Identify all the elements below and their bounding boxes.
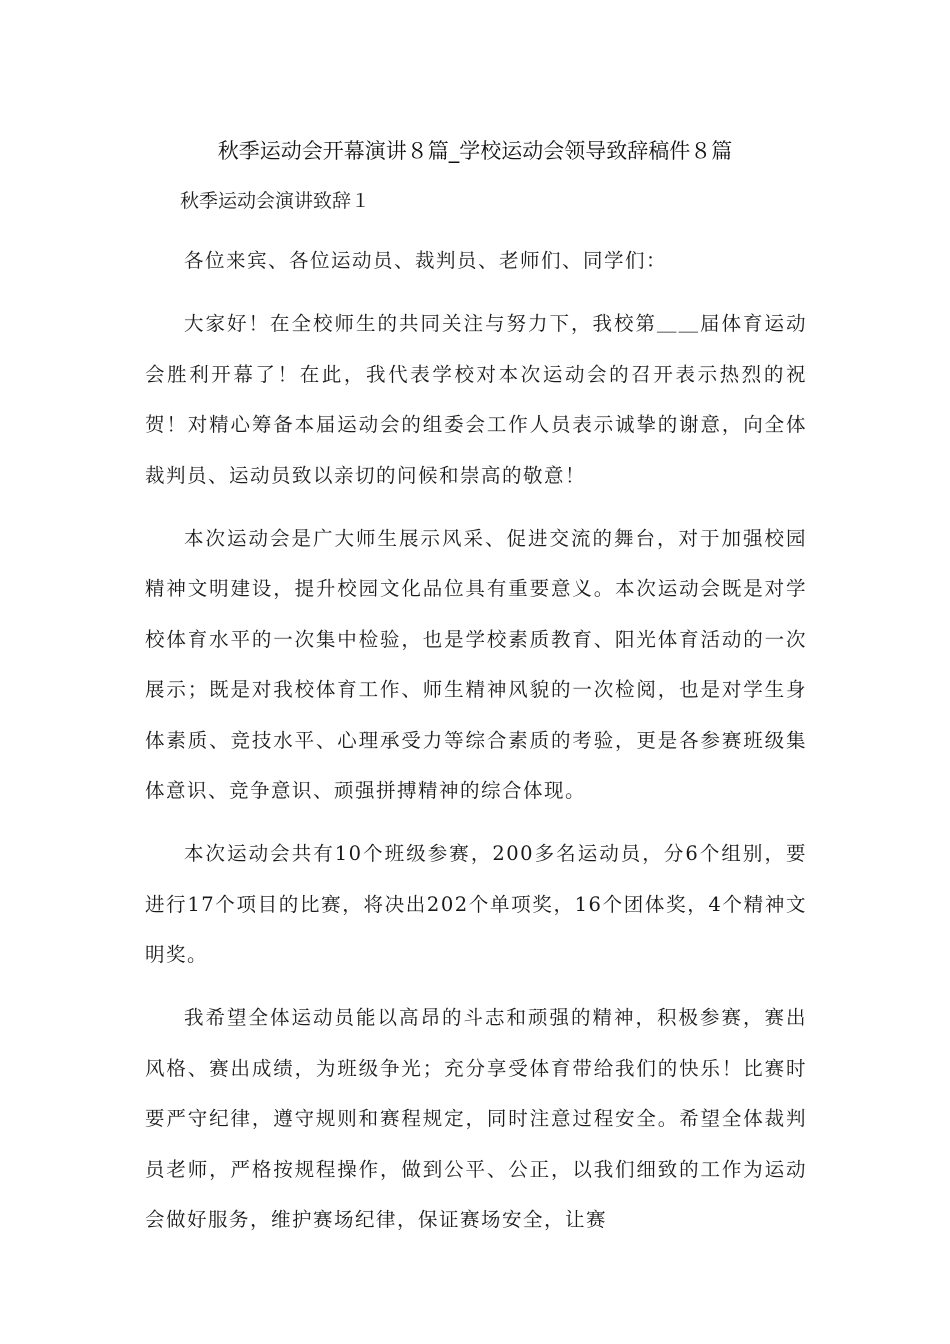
paragraph-hopes: 我希望全体运动员能以高昂的斗志和顽强的精神，积极参赛，赛出风格、赛出成绩，为班级争光；充分享受体育带给我们的快乐！比赛时要严守纪律，遵守规则和赛程规定，同时注意过程安全。希望全体裁判员老师，严格按规程操作，做到公平、公正，以我们细致的工作为运动会做好服务，维护赛场纪律，保证赛场安全，让赛	[145, 1006, 807, 1231]
paragraph-significance: 本次运动会是广大师生展示风采、促进交流的舞台，对于加强校园精神文明建设，提升校园文化品位具有重要意义。本次运动会既是对学校体育水平的一次集中检验，也是学校素质教育、阳光体育活动的一次展示；既是对我校体育工作、师生精神风貌的一次检阅，也是对学生身体素质、竞技水平、心理承受力等综合素质的考验，更是各参赛班级集体意识、竞争意识、顽强拼搏精神的综合体现。	[145, 526, 807, 802]
section-heading: 秋季运动会演讲致辞１	[180, 190, 371, 212]
document-title: 秋季运动会开幕演讲８篇_学校运动会领导致辞稿件８篇	[217, 139, 733, 163]
document-body	[145, 236, 807, 1258]
paragraph-opening: 大家好！在全校师生的共同关注与努力下，我校第＿＿届体育运动会胜利开幕了！在此，我代表学校对本次运动会的召开表示热烈的祝贺！对精心筹备本届运动会的组委会工作人员表示诚挚的谢意，向全体裁判员、运动员致以亲切的问候和崇高的敬意！	[145, 312, 807, 487]
paragraph-statistics: 本次运动会共有10个班级参赛，200多名运动员，分6个组别，要进行17个项目的比赛，将决出202个单项奖，16个团体奖，4个精神文明奖。	[145, 842, 807, 966]
paragraph-greeting: 各位来宾、各位运动员、裁判员、老师们、同学们：	[184, 249, 668, 272]
